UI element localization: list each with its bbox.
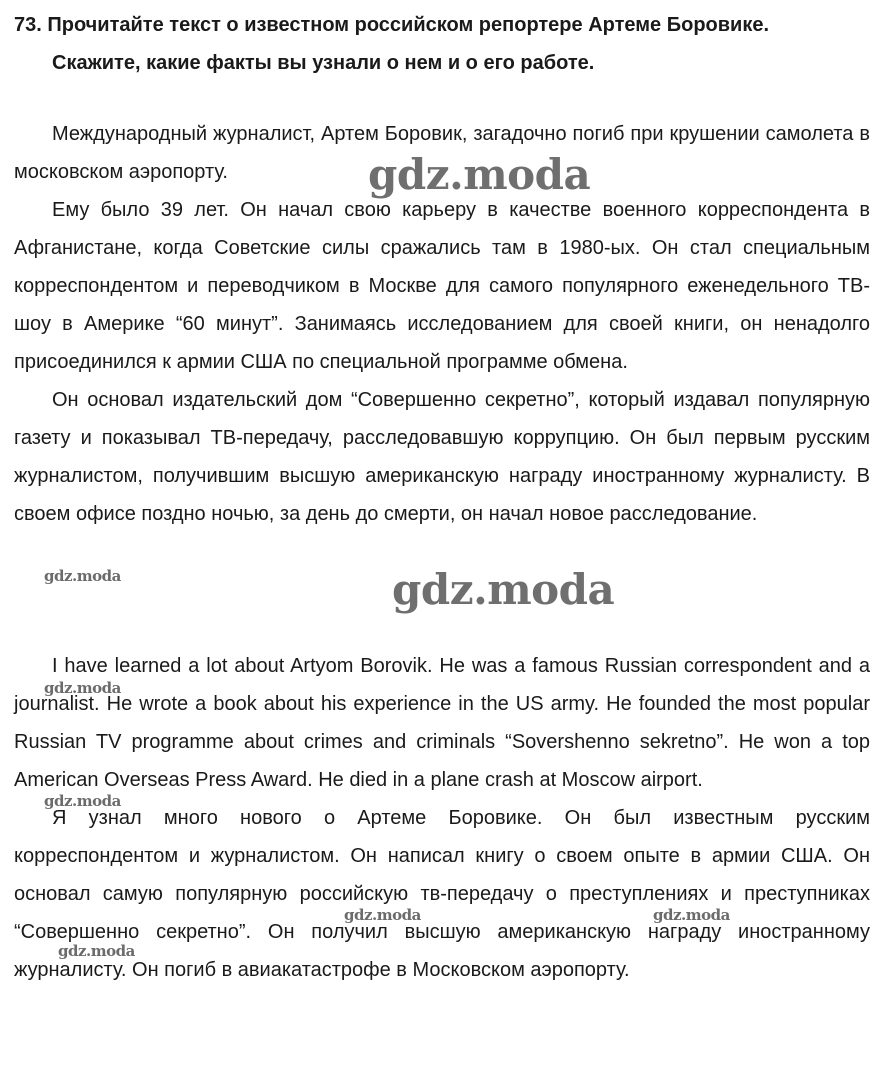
watermark-logo: gdz.moda <box>392 565 615 614</box>
answer-russian: Я узнал много нового о Артеме Боровике. Он был известным русским корреспондентом и журналистом. Он написал книгу о своем опыте в армии США. Он основал самую популярную российскую тв-передачу о преступлениях и преступниках “Совершенно секретно”. Он получил высшую американскую награду иностранному журналисту. Он погиб в авиакатастрофе в Московском аэропорту. <box>14 807 870 981</box>
watermark-logo: gdz.moda <box>368 150 591 199</box>
watermark-logo: gdz.moda <box>653 906 730 924</box>
reading-paragraph-2: Ему было 39 лет. Он начал свою карьеру в качестве военного корреспондента в Афганистане, когда Советские силы сражались там в 1980-ых. Он стал специальным корреспондентом и переводчиком в Москве для самого популярного еженедельного ТВ-шоу в Америке “60 минут”. Занимаясь исследованием для своей книги, он ненадолго присоединился к армии США по специальной программе обмена. <box>14 199 870 373</box>
russian-reading-text <box>14 115 870 533</box>
watermark-logo: gdz.moda <box>44 679 121 697</box>
task-instruction-line2: Скажите, какие факты вы узнали о нем и о его работе. <box>52 52 595 74</box>
watermark-logo: gdz.moda <box>44 567 121 585</box>
task-number: 73. <box>14 14 42 36</box>
watermark-logo: gdz.moda <box>58 942 135 960</box>
watermark-logo: gdz.moda <box>344 906 421 924</box>
task-heading <box>14 6 874 82</box>
reading-paragraph-3: Он основал издательский дом “Совершенно секретно”, который издавал популярную газету и показывал ТВ-передачу, расследовавшую коррупцию. Он был первым русским журналистом, получившим высшую американскую награду иностранному журналисту. В своем офисе поздно ночью, за день до смерти, он начал новое расследование. <box>14 389 870 525</box>
watermark-logo: gdz.moda <box>44 792 121 810</box>
reading-paragraph-1: Международный журналист, Артем Боровик, загадочно погиб при крушении самолета в московском аэропорту. <box>14 123 870 183</box>
task-instruction-line1: Прочитайте текст о известном российском репортере Артеме Боровике. <box>47 14 770 36</box>
answer-block <box>14 647 870 989</box>
answer-english: I have learned a lot about Artyom Borovik. He was a famous Russian correspondent and a journalist. He wrote a book about his experience in the US army. He founded the most popular Russian TV programme about crimes and criminals “Sovershenno sekretno”. He won a top American Overseas Press Award. He died in a plane crash at Moscow airport. <box>14 655 870 791</box>
